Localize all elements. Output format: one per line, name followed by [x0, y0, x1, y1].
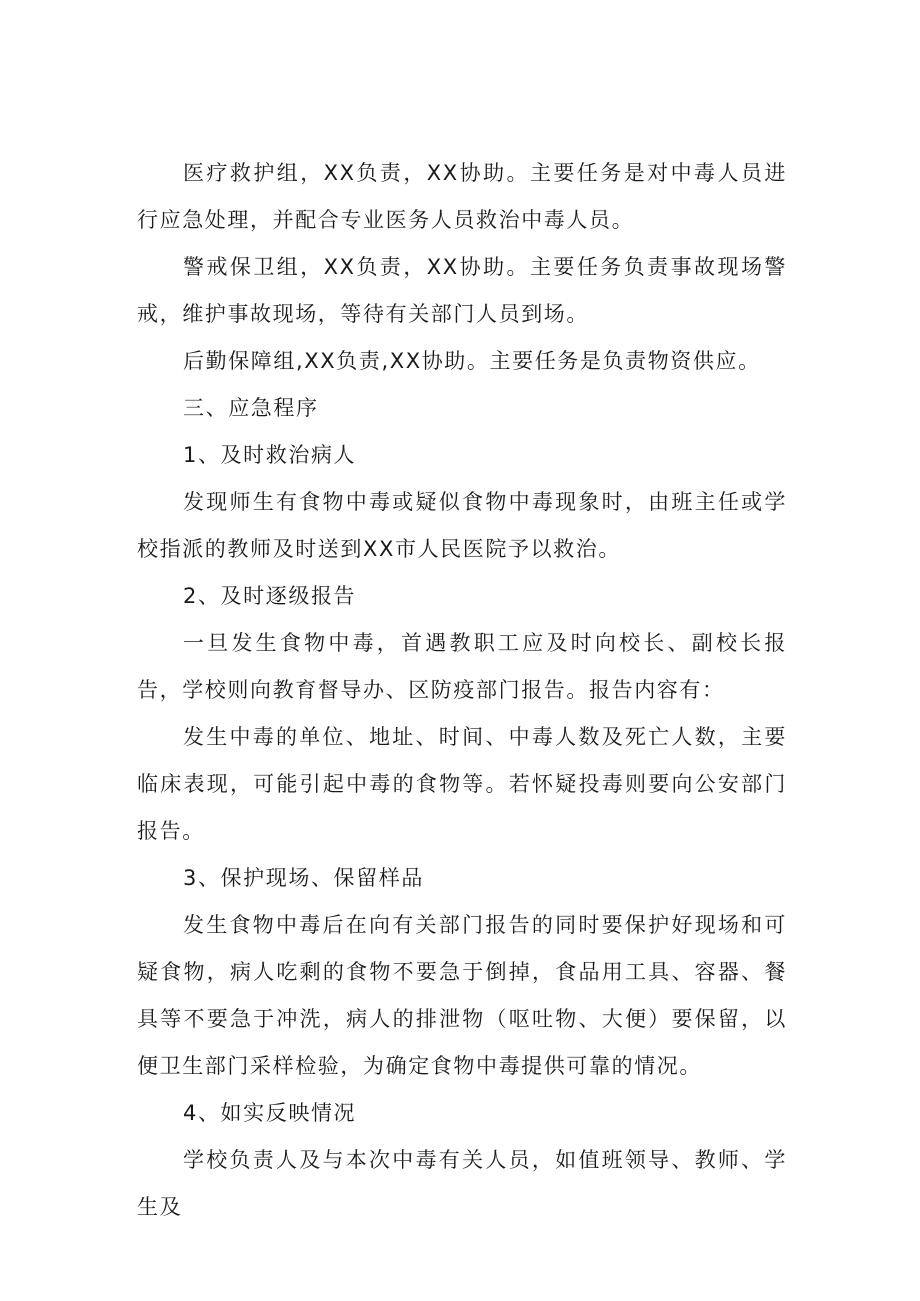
subheading-report: 2、及时逐级报告	[183, 584, 357, 608]
paragraph-report-content: 发生中毒的单位、地址、时间、中毒人数及死亡人数，主要临床表现，可能引起中毒的食物等。若怀疑投毒则要向公安部门报告。	[137, 725, 787, 843]
paragraph-logistics-team: 后勤保障组,XX负责,XX协助。主要任务是负责物资供应。	[183, 349, 761, 373]
paragraph-report-chain: 一旦发生食物中毒，首遇教职工应及时向校长、副校长报告，学校则向教育督导办、区防疫部门报告。报告内容有：	[137, 631, 787, 702]
section-heading-emergency-procedure: 三、应急程序	[183, 396, 319, 420]
subheading-treat-patients: 1、及时救治病人	[183, 443, 357, 467]
document-body	[137, 150, 787, 1231]
paragraph-protect-scene: 发生食物中毒后在向有关部门报告的同时要保护好现场和可疑食物，病人吃剩的食物不要急于倒掉，食品用工具、容器、餐具等不要急于冲洗，病人的排泄物（呕吐物、大便）要保留，以便卫生部门采样检验，为确定食物中毒提供可靠的情况。	[137, 913, 787, 1078]
paragraph-medical-team: 医疗救护组，XX负责，XX协助。主要任务是对中毒人员进行应急处理，并配合专业医务人员救治中毒人员。	[137, 161, 787, 232]
subheading-protect-scene: 3、保护现场、保留样品	[183, 866, 424, 890]
paragraph-report-truthfully: 学校负责人及与本次中毒有关人员，如值班领导、教师、学生及	[137, 1148, 787, 1219]
paragraph-security-team: 警戒保卫组，XX负责，XX协助。主要任务负责事故现场警戒，维护事故现场，等待有关部门人员到场。	[137, 255, 787, 326]
subheading-report-truthfully: 4、如实反映情况	[183, 1101, 357, 1125]
paragraph-treat-patients: 发现师生有食物中毒或疑似食物中毒现象时，由班主任或学校指派的教师及时送到XX市人民医院予以救治。	[137, 490, 787, 561]
